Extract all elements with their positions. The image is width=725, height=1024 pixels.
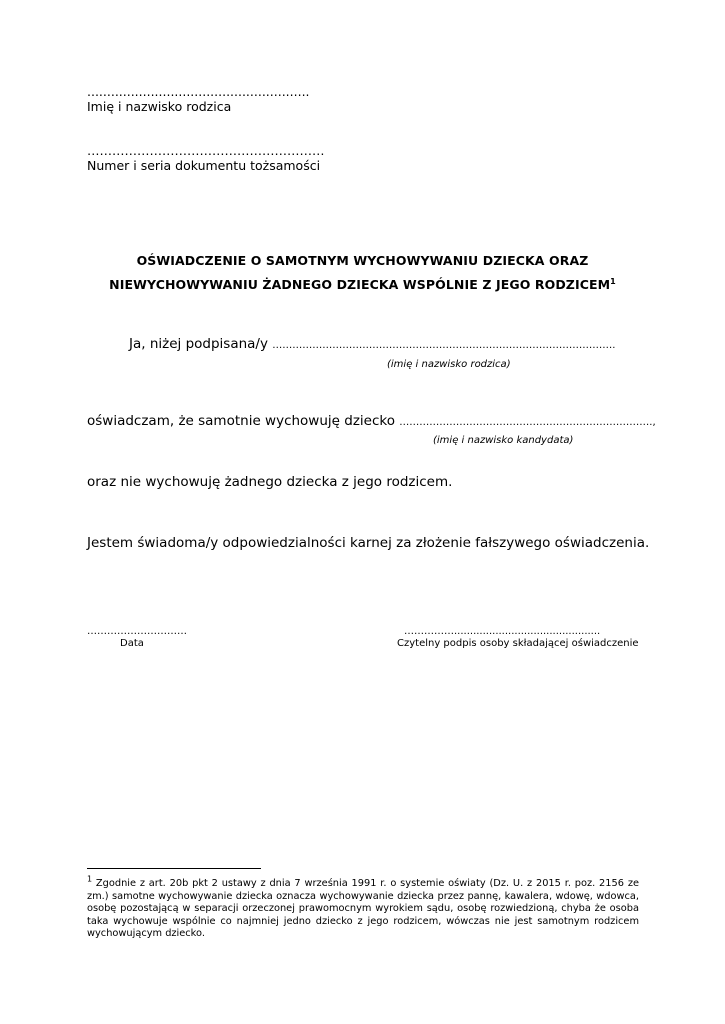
- date-label: Data: [120, 638, 144, 649]
- child-line: [87, 413, 656, 429]
- id-document-dots: …………………………………………………: [87, 143, 325, 158]
- child-hint: (imię i nazwisko kandydata): [433, 435, 574, 446]
- footnote-reference: 1: [610, 276, 616, 286]
- parent-name-label: Imię i nazwisko rodzica: [87, 99, 232, 114]
- footnote-separator: [87, 868, 261, 869]
- declarant-dots: ………………………………………………………………………………………….: [272, 340, 616, 351]
- declarant-line: [129, 336, 615, 352]
- footnote: [87, 874, 639, 941]
- child-prefix: oświadczam, że samotnie wychowuję dziecko: [87, 413, 395, 429]
- footnote-text: Zgodnie z art. 20b pkt 2 ustawy z dnia 7 września 1991 r. o systemie oświaty (Dz. U. z 2015 r. poz. 2156 ze zm.) samotne wychowywanie dziecka oznacza wychowywanie dziecka przez pannę, kawalera, wdowę, wdowca, osobę pozostającą w separacji orzeczonej prawomocnym wyrokiem sądu, osobę rozwiedzioną, chyba że osoba taka wychowuje wspólnie co najmniej jedno dziecko z jego rodzicem, wówczas nie jest samotnym rodzicem wychowującym dziecko.: [87, 878, 639, 940]
- document-title-line1: OŚWIADCZENIE O SAMOTNYM WYCHOWYWANIU DZIECKA ORAZ: [136, 253, 589, 268]
- signature-dots: ……………..............................................: [404, 626, 601, 637]
- footnote-marker: 1: [87, 874, 93, 884]
- signature-label: Czytelny podpis osoby składającej oświadczenie: [397, 638, 639, 649]
- statement-criminal-liability: Jestem świadoma/y odpowiedzialności karnej za złożenie fałszywego oświadczenia.: [87, 535, 650, 551]
- statement-no-joint-upbringing: oraz nie wychowuję żadnego dziecka z jego rodzicem.: [87, 474, 453, 490]
- declarant-prefix: Ja, niżej podpisana/y: [129, 336, 268, 352]
- child-dots: ………………………………………………………………….,: [399, 417, 656, 428]
- document-title-line2: NIEWYCHOWYWANIU ŻADNEGO DZIECKA WSPÓLNIE Z JEGO RODZICEM$^1$: [109, 276, 616, 292]
- id-document-label: Numer i seria dokumentu tożsamości: [87, 158, 321, 173]
- date-dots: …………………………: [87, 626, 187, 637]
- parent-name-dots: ........................................................: [87, 84, 310, 99]
- declarant-hint: (imię i nazwisko rodzica): [387, 359, 511, 370]
